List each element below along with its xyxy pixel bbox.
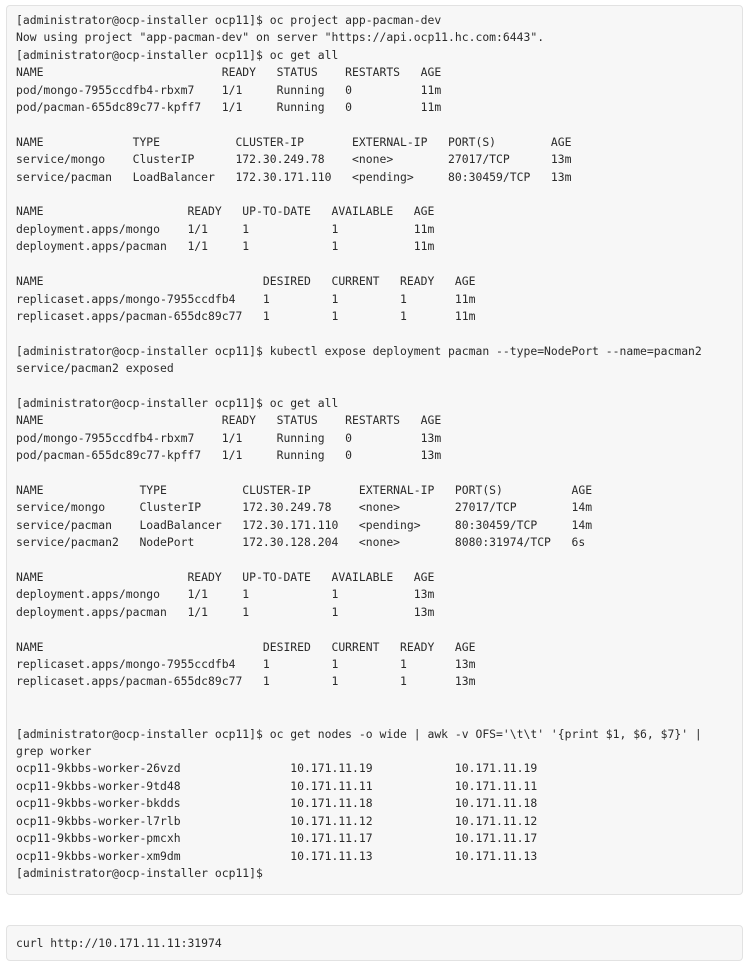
terminal-line: deployment.apps/pacman 1/1 1 1 13m	[16, 604, 435, 619]
terminal-line: NAME READY UP-TO-DATE AVAILABLE AGE	[16, 204, 435, 219]
terminal-line: NAME DESIRED CURRENT READY AGE	[16, 274, 476, 289]
curl-command-block[interactable]	[6, 925, 743, 961]
terminal-line: replicaset.apps/mongo-7955ccdfb4 1 1 1 13m	[16, 657, 476, 672]
terminal-line: pod/mongo-7955ccdfb4-rbxm7 1/1 Running 0 11m	[16, 82, 442, 97]
terminal-line: NAME TYPE CLUSTER-IP EXTERNAL-IP PORT(S) AGE	[16, 482, 593, 497]
terminal-line: replicaset.apps/pacman-655dc89c77 1 1 1 13m	[16, 674, 476, 689]
terminal-line: ocp11-9kbbs-worker-l7rlb 10.171.11.12 10.171.11.12	[16, 813, 538, 828]
terminal-line: service/mongo ClusterIP 172.30.249.78 <none> 27017/TCP 13m	[16, 152, 572, 167]
terminal-line: [administrator@ocp-installer ocp11]$ oc project app-pacman-dev	[16, 13, 442, 27]
terminal-line: service/pacman2 exposed	[16, 361, 174, 376]
terminal-line: deployment.apps/pacman 1/1 1 1 11m	[16, 239, 435, 254]
curl-command-text: curl http://10.171.11.11:31974	[16, 936, 222, 950]
terminal-line: pod/mongo-7955ccdfb4-rbxm7 1/1 Running 0 13m	[16, 430, 442, 445]
terminal-line: [administrator@ocp-installer ocp11]$ oc get all	[16, 47, 339, 62]
terminal-line: ocp11-9kbbs-worker-bkdds 10.171.11.18 10.171.11.18	[16, 796, 538, 811]
terminal-line: deployment.apps/mongo 1/1 1 1 11m	[16, 221, 435, 236]
terminal-output-block[interactable]	[6, 5, 743, 895]
terminal-line: service/pacman2 NodePort 172.30.128.204 <none> 8080:31974/TCP 6s	[16, 535, 586, 550]
terminal-line: NAME DESIRED CURRENT READY AGE	[16, 639, 476, 654]
terminal-line: [administrator@ocp-installer ocp11]$ oc get all	[16, 395, 339, 410]
terminal-line: replicaset.apps/pacman-655dc89c77 1 1 1 11m	[16, 308, 476, 323]
terminal-line: service/pacman LoadBalancer 172.30.171.110 <pending> 80:30459/TCP 14m	[16, 517, 593, 532]
terminal-line: deployment.apps/mongo 1/1 1 1 13m	[16, 587, 435, 602]
terminal-line: ocp11-9kbbs-worker-pmcxh 10.171.11.17 10.171.11.17	[16, 831, 538, 846]
terminal-line: NAME TYPE CLUSTER-IP EXTERNAL-IP PORT(S) AGE	[16, 134, 572, 149]
terminal-line: [administrator@ocp-installer ocp11]$ oc get nodes -o wide | awk -v OFS='\t\t' '{print $1, $6, $7}' |	[16, 726, 702, 741]
terminal-line: NAME READY UP-TO-DATE AVAILABLE AGE	[16, 570, 435, 584]
terminal-line: service/pacman LoadBalancer 172.30.171.110 <pending> 80:30459/TCP 13m	[16, 169, 572, 184]
terminal-line: replicaset.apps/mongo-7955ccdfb4 1 1 1 11m	[16, 291, 476, 306]
terminal-line: [administrator@ocp-installer ocp11]$ kubectl expose deployment pacman --type=NodePort --name=pacman2	[16, 343, 702, 358]
terminal-line: pod/pacman-655dc89c77-kpff7 1/1 Running 0 11m	[16, 100, 442, 115]
terminal-line: pod/pacman-655dc89c77-kpff7 1/1 Running 0 13m	[16, 448, 442, 463]
terminal-line: Now using project "app-pacman-dev" on server "https://api.ocp11.hc.com:6443".	[16, 30, 545, 45]
terminal-line: NAME READY STATUS RESTARTS AGE	[16, 65, 442, 80]
terminal-line: NAME READY STATUS RESTARTS AGE	[16, 413, 442, 428]
terminal-line: grep worker	[16, 744, 92, 759]
terminal-line: ocp11-9kbbs-worker-xm9dm 10.171.11.13 10.171.11.13	[16, 848, 538, 863]
terminal-output-text	[7, 6, 742, 882]
terminal-line: ocp11-9kbbs-worker-9td48 10.171.11.11 10.171.11.11	[16, 778, 538, 793]
terminal-line: service/mongo ClusterIP 172.30.249.78 <none> 27017/TCP 14m	[16, 500, 593, 515]
terminal-line: [administrator@ocp-installer ocp11]$	[16, 865, 263, 880]
terminal-line: ocp11-9kbbs-worker-26vzd 10.171.11.19 10.171.11.19	[16, 761, 538, 776]
